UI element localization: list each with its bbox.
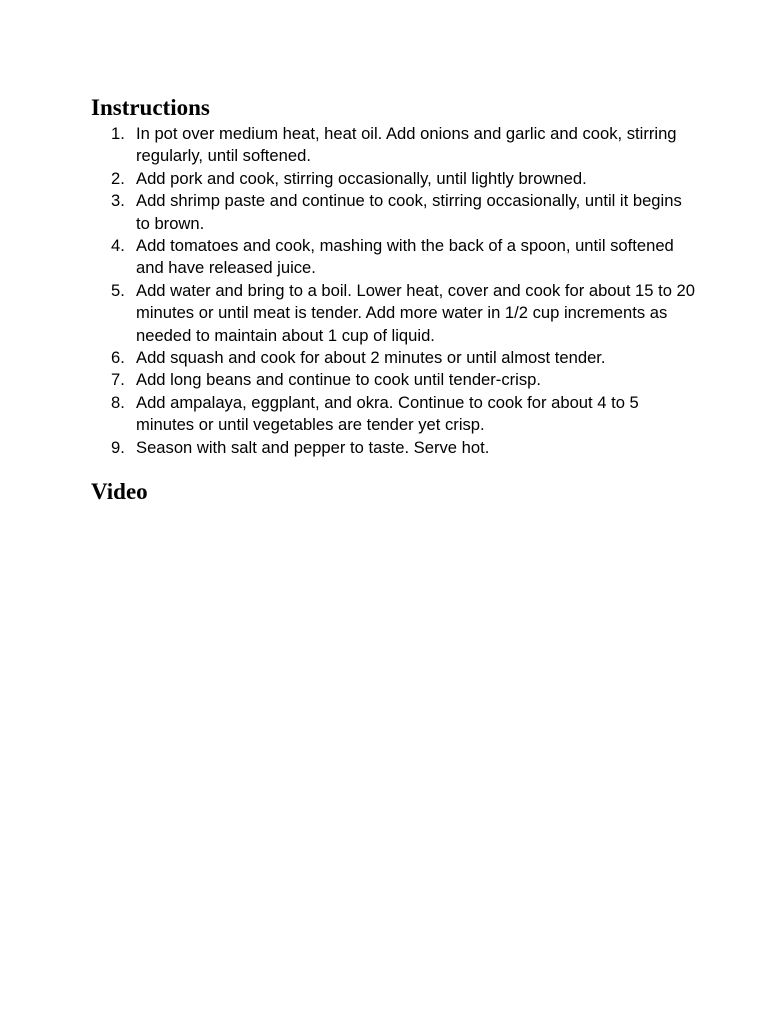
step-text: Add squash and cook for about 2 minutes or until almost tender. [136,348,606,368]
instruction-step [0,235,696,280]
step-text: Add ampalaya, eggplant, and okra. Continue to cook for about 4 to 5 minutes or until vegetables are tender yet crisp. [136,392,639,435]
step-text: Add water and bring to a boil. Lower heat, cover and cook for about 15 to 20 minutes or until meat is tender. Add more water in 1/2 cup increments as needed to maintain about 1 cup of liquid. [136,280,696,345]
step-number: 2. [111,168,125,188]
step-text: Add shrimp paste and continue to cook, stirring occasionally, until it begins to brown. [136,191,682,233]
instruction-step [0,392,696,437]
step-text: Add pork and cook, stirring occasionally, until lightly browned. [136,168,587,188]
step-number: 8. [111,392,125,412]
instruction-step [0,437,696,459]
instruction-step [0,190,696,235]
step-text: Season with salt and pepper to taste. Serve hot. [136,437,490,457]
step-number: 6. [111,348,125,368]
step-number: 9. [111,437,125,457]
instruction-step [0,123,696,168]
instructions-list [0,123,768,459]
instruction-step [0,369,696,391]
step-text: Add long beans and continue to cook until tender-crisp. [136,370,541,390]
instruction-step [0,280,696,347]
step-number: 5. [111,280,125,300]
step-number: 1. [111,124,125,143]
step-text: Add tomatoes and cook, mashing with the back of a spoon, until softened and have released juice. [136,236,674,278]
instruction-step [0,168,696,190]
step-number: 4. [111,236,125,256]
step-number: 7. [111,370,125,390]
step-text: In pot over medium heat, heat oil. Add onions and garlic and cook, stirring regularly, until softened. [136,124,677,166]
instructions-heading: Instructions [91,95,210,120]
instruction-step [0,347,696,369]
step-number: 3. [111,191,125,211]
video-heading: Video [91,479,148,504]
